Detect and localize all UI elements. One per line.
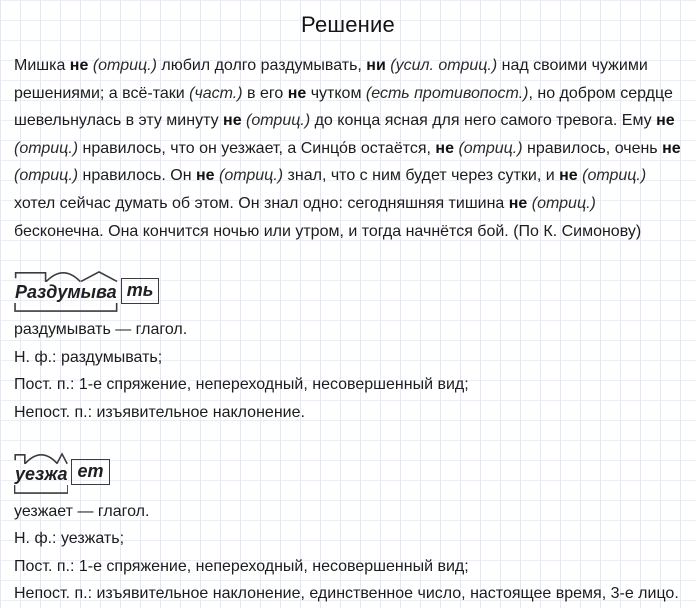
paragraph-segment: ни <box>366 57 386 74</box>
root-arc-mark <box>46 271 80 282</box>
analysis-line: уезжает — глагол. <box>14 502 150 520</box>
morpheme-suffix: а <box>57 463 68 484</box>
paragraph-segment: над своими чужими решениями; а всё-таки <box>14 57 648 102</box>
paragraph-segment: не <box>508 194 528 212</box>
word-stem <box>14 269 118 312</box>
word-scheme-razdumyvat <box>14 269 682 312</box>
paragraph-segment: в его <box>242 84 288 102</box>
morpheme-root: дум <box>46 282 81 303</box>
analysis-line: Пост. п.: 1-е спряжение, непереходный, несовершенный вид; <box>14 376 469 394</box>
paragraph-segment: чутком <box>306 84 366 102</box>
paragraph-segment: не <box>287 84 307 102</box>
paragraph-segment: (отриц.) <box>458 139 523 157</box>
word-scheme-uezzhaet <box>14 451 682 494</box>
stem-bracket-mark <box>14 485 68 494</box>
paragraph-segment: любил долго раздумывать, <box>156 57 367 74</box>
paragraph-segment: Мишка <box>14 57 70 74</box>
stem-bracket-mark <box>14 303 118 312</box>
paragraph-segment: (част.) <box>189 84 243 102</box>
paragraph-segment: не <box>223 112 242 130</box>
analysis-line: Непост. п.: изъявительное наклонение, единственное число, настоящее время, 3-е лицо. <box>14 585 679 603</box>
page-title: Решение <box>301 12 395 37</box>
analysis-line: Н. ф.: уезжать; <box>14 530 125 548</box>
paragraph-segment: бесконечна. Она кончится ночью или утром, и тогда начнётся бой. (По К. Симонову) <box>14 222 642 240</box>
paragraph-segment: хотел сейчас думать об этом. Он знал одно: сегодняшняя тишина <box>14 194 509 212</box>
paragraph-segment: нравилось, что он уезжает, а Синцо́в остаётся, <box>78 139 436 157</box>
paragraph-segment: не <box>69 57 89 74</box>
morpheme-suffix-wrap <box>81 282 117 303</box>
paragraph-segment: (отриц.) <box>14 139 79 157</box>
paragraph-segment: (отриц.) <box>531 194 596 212</box>
paragraph-segment: (есть противопост.) <box>365 84 529 102</box>
paragraph-segment: , но добром сердце шевельнулась в эту минуту <box>14 84 673 130</box>
paragraph-segment: (отриц.) <box>246 112 311 130</box>
paragraph-segment: не <box>195 167 215 185</box>
suffix-caret-mark <box>57 453 67 464</box>
root-arc-mark <box>25 453 57 464</box>
morpheme-root-wrap <box>46 282 80 303</box>
paragraph-segment: до конца ясная для него самого тревога. Ему <box>310 112 657 130</box>
paragraph-segment: (отриц.) <box>14 167 79 185</box>
prefix-mark <box>15 453 25 464</box>
morpheme-prefix-wrap <box>15 282 46 303</box>
morpheme-prefix: Раз <box>15 282 47 303</box>
morpheme-suffix: ыва <box>80 282 117 303</box>
morpheme-prefix: у <box>15 463 26 484</box>
paragraph-segment: не <box>559 167 578 185</box>
analysis-line: Н. ф.: раздумывать; <box>14 348 163 366</box>
analysis-block-razdumyvat <box>14 316 682 426</box>
analysis-line: Непост. п.: изъявительное наклонение. <box>14 403 305 421</box>
morpheme-root: езж <box>25 463 58 484</box>
prefix-mark <box>15 271 46 282</box>
word-stem <box>14 451 68 494</box>
analysis-block-uezzhaet <box>14 498 682 608</box>
paragraph-segment: не <box>656 112 675 130</box>
analysis-line: раздумывать — глагол. <box>14 321 188 339</box>
paragraph-segment: (усил. отриц.) <box>390 57 498 74</box>
paragraph-segment: (отриц.) <box>582 167 647 185</box>
paragraph-segment: (отриц.) <box>219 167 284 185</box>
morpheme-prefix-wrap <box>15 464 25 485</box>
suffix-caret-mark <box>81 271 117 282</box>
exercise-paragraph <box>14 52 682 245</box>
ending-box: ть <box>121 278 160 304</box>
morpheme-root-wrap <box>25 464 57 485</box>
paragraph-segment: знал, что с ним будет через сутки, и <box>283 167 560 185</box>
morpheme-suffix-wrap <box>57 464 67 485</box>
paragraph-segment: (отриц.) <box>92 57 157 74</box>
paragraph-segment: не <box>435 139 454 157</box>
ending-box: ет <box>71 459 109 485</box>
paragraph-segment: не <box>662 139 681 157</box>
paragraph-segment: нравилось, очень <box>522 139 663 157</box>
paragraph-segment: нравилось. Он <box>78 167 196 185</box>
analysis-line: Пост. п.: 1-е спряжение, непереходный, несовершенный вид; <box>14 557 469 575</box>
